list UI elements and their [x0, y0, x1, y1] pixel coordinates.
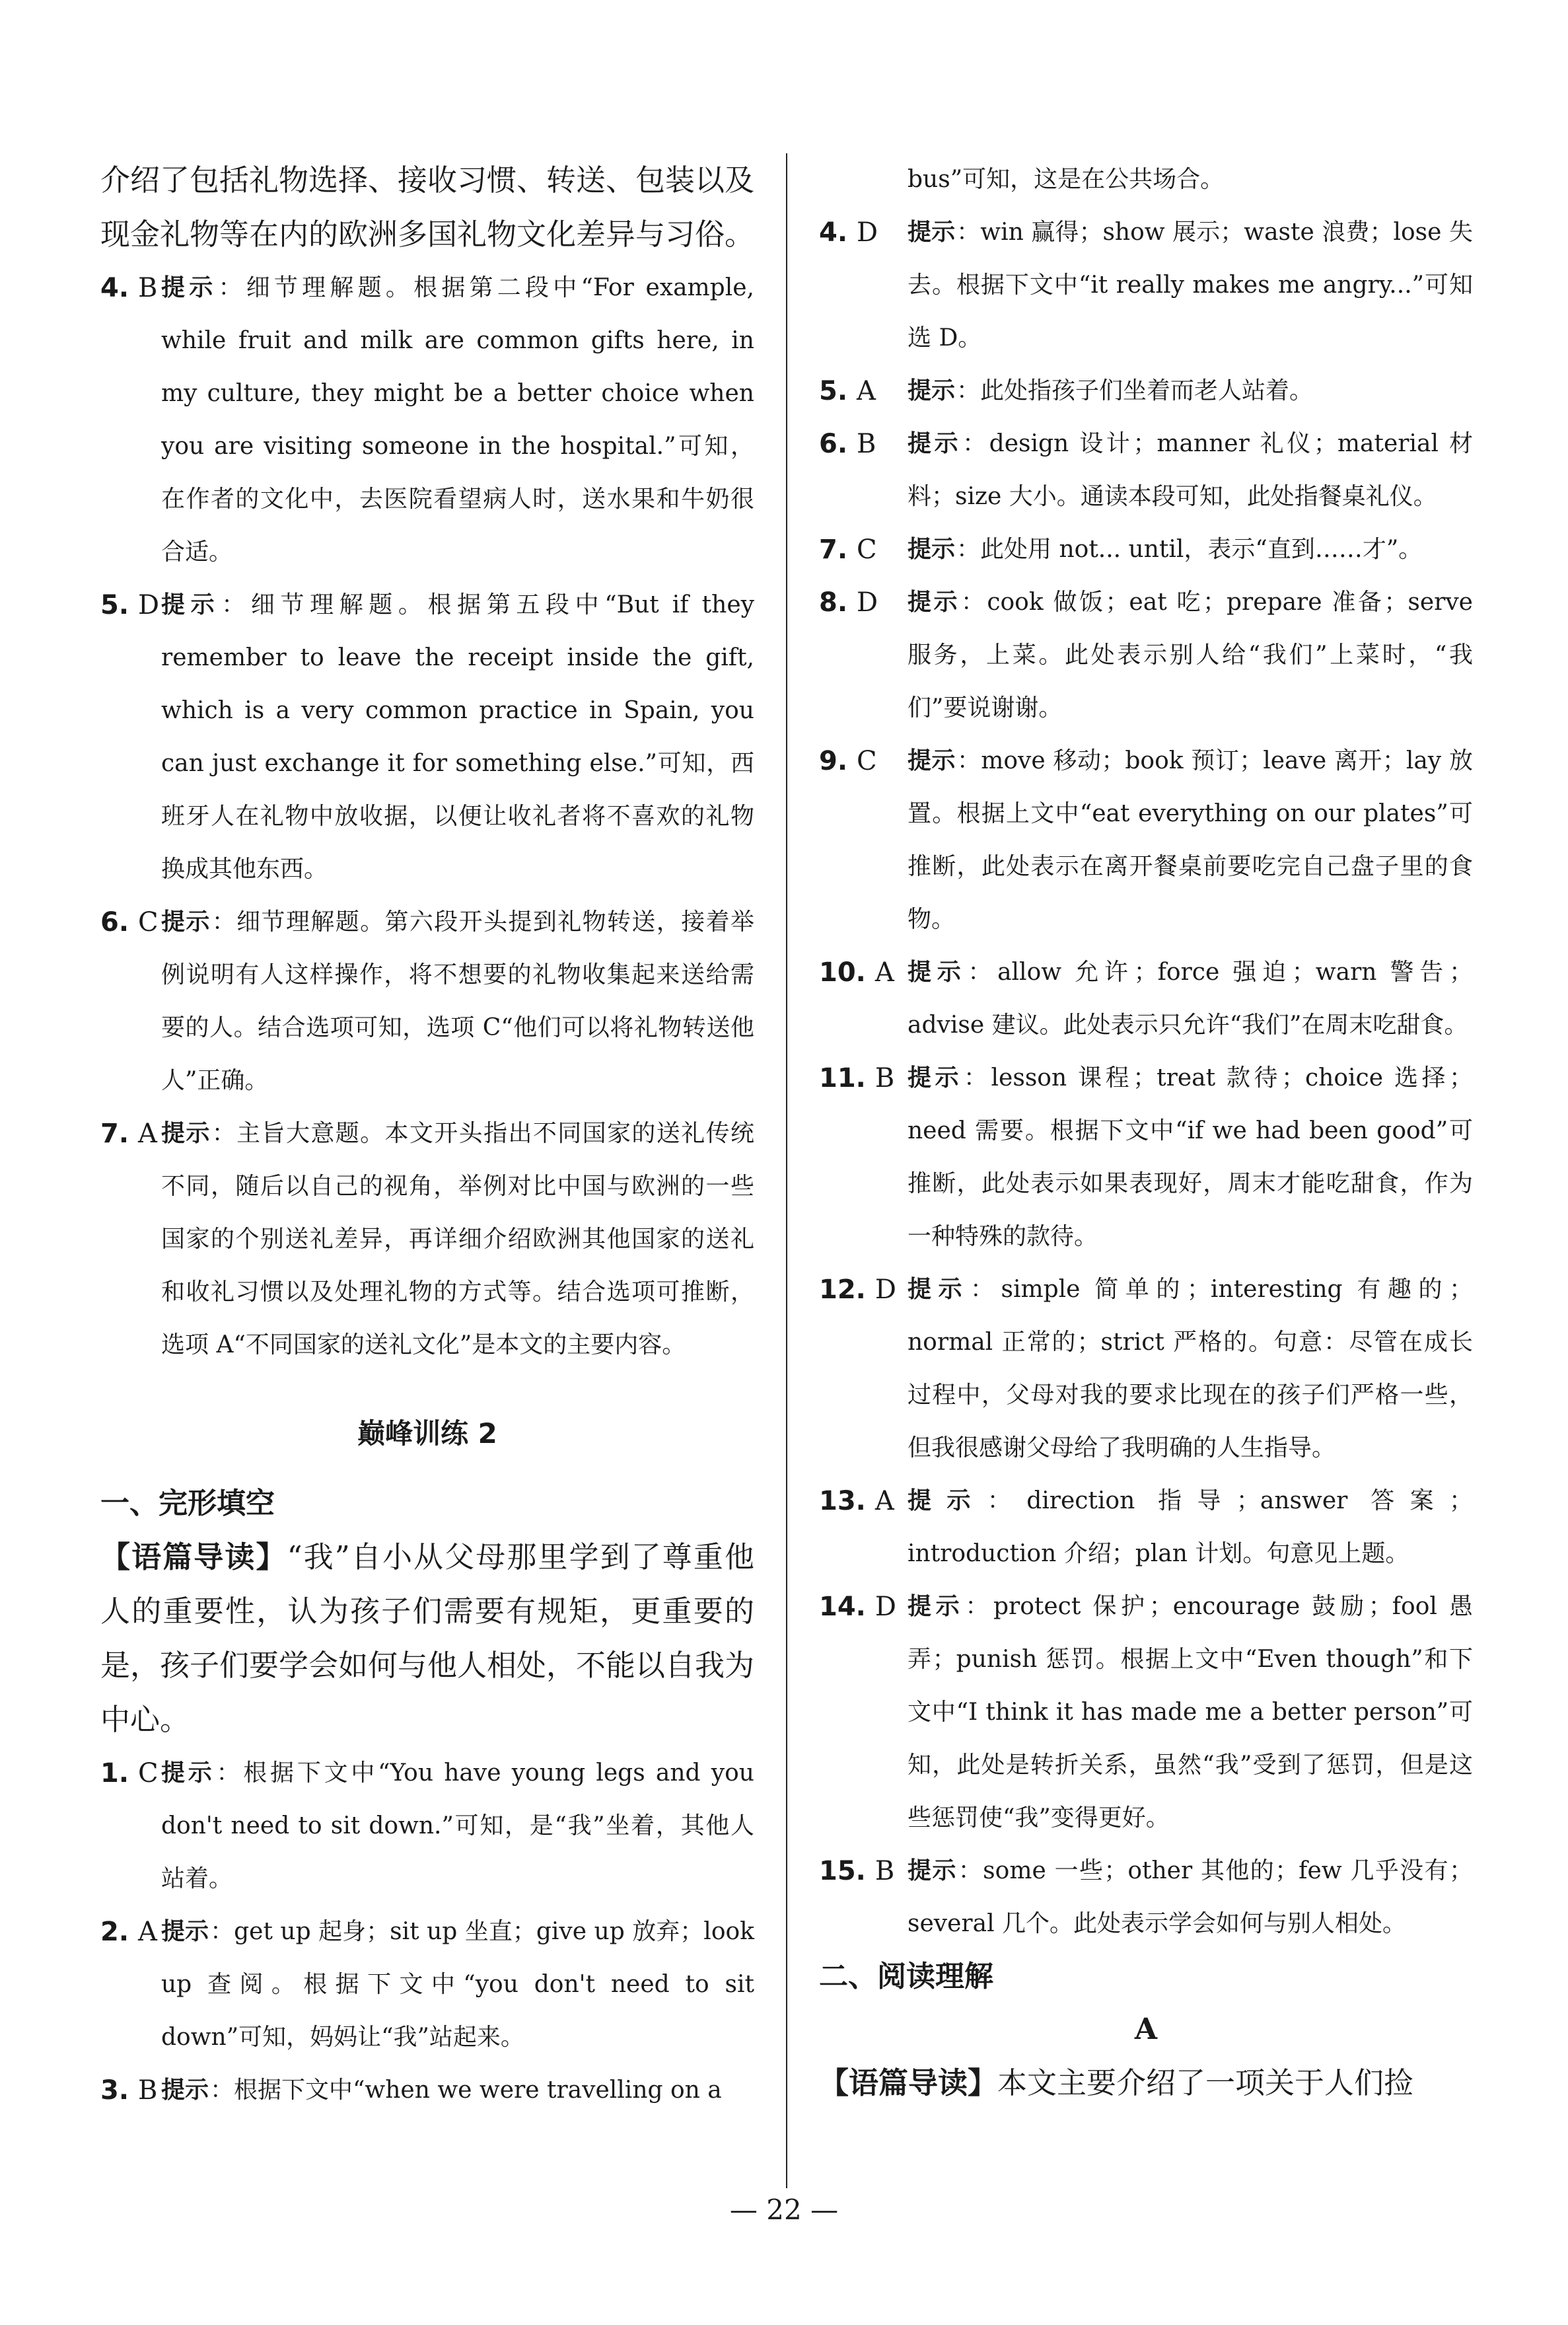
answer-letter: D: [857, 587, 878, 618]
answer-explanation: ：design 设计；manner 礼仪；material 材料；size 大小。通读本段可知，此处指餐桌礼仪。: [908, 430, 1473, 510]
answer-letter: C: [138, 1758, 159, 1789]
hint-label: 提示: [908, 1064, 963, 1091]
hint-label: 提示: [908, 1857, 957, 1884]
answer-number: 12.: [819, 1274, 866, 1305]
answer-item: [100, 2064, 754, 2117]
hint-label: 提示: [908, 589, 960, 616]
answer-item: [819, 523, 1473, 576]
answer-letter: C: [857, 746, 877, 776]
guide-tag: 【语篇导读】: [100, 1539, 287, 1574]
answer-item: [819, 1475, 1473, 1580]
answer-letter: C: [857, 535, 877, 565]
hint-label: 提示: [908, 1276, 969, 1303]
answer-number: 14.: [819, 1592, 866, 1622]
right-column: [819, 153, 1473, 2110]
answer-explanation: ：win 赢得；show 展示；waste 浪费；lose 失去。根据下文中“it really makes me angry...”可知选 D。: [908, 219, 1473, 351]
answer-explanation: ：此处用 not... until，表示“直到……才”。: [956, 536, 1423, 563]
passage-guide-reading: [819, 2056, 1473, 2110]
answer-item: [819, 365, 1473, 418]
answer-explanation: ：主旨大意题。本文开头指出不同国家的送礼传统不同，随后以自己的视角，举例对比中国与欧洲的一些国家的个别送礼差异，再详细介绍欧洲其他国家的送礼和收礼习惯以及处理礼物的方式等。结合选项可推断，选项 A“不同国家的送礼文化”是本文的主要内容。: [161, 1120, 754, 1358]
answer-explanation: ：lesson 课程；treat 款待；choice 选择；need 需要。根据下文中“if we had been good”可推断，此处表示如果表现好，周末才能吃甜食，作为一种特殊的款待。: [908, 1064, 1473, 1250]
answer-letter: A: [138, 1917, 157, 1947]
hint-label: 提示: [161, 274, 217, 301]
answer-number: 7.: [819, 535, 848, 565]
answer-explanation: ：细节理解题。根据第二段中“For example, while fruit and milk are common gifts here, in my culture, they might be a better choice when you are visiting someone in the hospital.”可知，在作者的文化中，去医院看望病人时，送水果和牛奶很合适。: [161, 274, 754, 566]
answer-item: [819, 1580, 1473, 1845]
answer-letter: D: [874, 1592, 896, 1622]
answer-explanation: ：some 一些；other 其他的；few 几乎没有；several 几个。此处表示学会如何与别人相处。: [908, 1857, 1473, 1937]
answer-letter: B: [138, 2075, 158, 2106]
answer-item: [819, 1263, 1473, 1475]
answer-letter: B: [138, 273, 158, 303]
answer-number: 4.: [819, 217, 848, 248]
answer-number: 1.: [100, 1758, 129, 1789]
passage-guide: [100, 1530, 754, 1747]
answer-number: 4.: [100, 273, 129, 303]
intro-continuation: 介绍了包括礼物选择、接收习惯、转送、包装以及现金礼物等在内的欧洲多国礼物文化差异与习俗。: [100, 163, 755, 252]
answer-explanation: ：根据下文中“You have young legs and you don't need to sit down.”可知，是“我”坐着，其他人站着。: [161, 1759, 754, 1892]
answer-number: 9.: [819, 746, 848, 776]
answer-letter: B: [874, 1063, 895, 1093]
answer-item: [100, 1107, 754, 1372]
answer-item: [100, 262, 754, 579]
answer-explanation: ：simple 简单的；interesting 有趣的；normal 正常的；strict 严格的。句意：尽管在成长过程中，父母对我的要求比现在的孩子们严格一些，但我很感谢父母给了我明确的人生指导。: [908, 1276, 1473, 1461]
answer-letter: B: [874, 1856, 895, 1886]
hint-label: 提示: [161, 2077, 209, 2104]
answer-letter: D: [138, 590, 160, 620]
answer-explanation: ：get up 起身；sit up 坐直；give up 放弃；look up 查阅。根据下文中“you don't need to sit down”可知，妈妈让“我”站起来。: [161, 1918, 754, 2051]
answers-group-1: [100, 262, 754, 1372]
passage-label: A: [1134, 2012, 1158, 2046]
answers-group-2: [100, 1747, 754, 2117]
answer-item: [100, 1747, 754, 1905]
answer-item: [819, 576, 1473, 735]
exercise-title: 巅峰训练 2: [357, 1417, 497, 1450]
answers-group-3: [819, 206, 1473, 1950]
answer-number: 3.: [100, 2075, 129, 2106]
hint-label: 提示: [908, 1487, 986, 1514]
answer-explanation: ：此处指孩子们坐着而老人站着。: [956, 377, 1314, 404]
guide-tag: 【语篇导读】: [819, 2065, 998, 2100]
answer-number: 6.: [100, 907, 129, 938]
answer-item: [819, 946, 1473, 1052]
answer-item: [100, 896, 754, 1107]
hint-label: 提示: [908, 1593, 964, 1620]
page-number: — 22 —: [729, 2194, 839, 2226]
answer-continuation: bus”可知，这是在公共场合。: [908, 166, 1225, 193]
answer-explanation: ：根据下文中“when we were travelling on a: [210, 2077, 722, 2104]
section-heading-reading: 二、阅读理解: [819, 1960, 993, 1993]
answer-letter: A: [874, 957, 894, 988]
answer-number: 5.: [819, 376, 848, 406]
answer-item: [819, 1845, 1473, 1950]
answer-number: 11.: [819, 1063, 866, 1093]
answer-explanation: ：protect 保护；encourage 鼓励；fool 愚弄；punish 惩罚。根据上文中“Even though”和下文中“I think it has made me a better person”可知，此处是转折关系，虽然“我”受到了惩罚，但是这些惩罚使“我”变得更好。: [908, 1593, 1473, 1831]
hint-label: 提示: [161, 1759, 215, 1787]
hint-label: 提示: [908, 377, 956, 404]
guide-text: 本文主要介绍了一项关于人们捡: [997, 2065, 1414, 2100]
answer-explanation: ：direction 指导；answer 答案；introduction 介绍；plan 计划。句意见上题。: [908, 1487, 1473, 1567]
answer-number: 8.: [819, 587, 848, 618]
answer-explanation: ：细节理解题。根据第五段中“But if they remember to leave the receipt inside the gift, which is a very common practice in Spain, you can just exchange it for something else.”可知，西班牙人在礼物中放收据，以便让收礼者将不喜欢的礼物换成其他东西。: [161, 591, 754, 883]
hint-label: 提示: [908, 430, 962, 457]
answer-letter: C: [138, 907, 159, 938]
answer-item: [100, 579, 754, 896]
answer-number: 15.: [819, 1856, 866, 1886]
column-divider: [786, 153, 787, 2188]
answer-explanation: ：cook 做饭；eat 吃；prepare 准备；serve 服务，上菜。此处表示别人给“我们”上菜时，“我们”要说谢谢。: [908, 589, 1473, 721]
hint-label: 提示: [161, 1120, 211, 1147]
answer-letter: A: [857, 376, 876, 406]
answer-item: [819, 418, 1473, 523]
answer-letter: A: [138, 1119, 157, 1149]
hint-label: 提示: [161, 591, 221, 618]
answer-letter: D: [857, 217, 878, 248]
hint-label: 提示: [161, 1918, 209, 1945]
answer-number: 7.: [100, 1119, 129, 1149]
answer-letter: B: [857, 429, 876, 459]
answer-letter: A: [874, 1486, 894, 1516]
answer-number: 5.: [100, 590, 129, 620]
hint-label: 提示: [908, 747, 956, 774]
section-heading-cloze: 一、完形填空: [100, 1487, 275, 1520]
hint-label: 提示: [908, 959, 967, 986]
hint-label: 提示: [908, 219, 956, 246]
answer-number: 2.: [100, 1917, 129, 1947]
answer-explanation: ：细节理解题。第六段开头提到礼物转送，接着举例说明有人这样操作，将不想要的礼物收集起来送给需要的人。结合选项可知，选项 C“他们可以将礼物转送他人”正确。: [161, 908, 754, 1094]
answer-explanation: ：move 移动；book 预订；leave 离开；lay 放置。根据上文中“eat everything on our plates”可推断，此处表示在离开餐桌前要吃完自己盘子里的食物。: [908, 747, 1473, 933]
hint-label: 提示: [161, 908, 211, 936]
answer-number: 6.: [819, 429, 848, 459]
left-column: [100, 153, 754, 2117]
answer-item: [819, 1052, 1473, 1263]
answer-explanation: ：allow 允许；force 强迫；warn 警告；advise 建议。此处表示只允许“我们”在周末吃甜食。: [908, 959, 1473, 1039]
guide-text: “我”自小从父母那里学到了尊重他人的重要性，认为孩子们需要有规矩，更重要的是，孩子们要学会如何与他人相处，不能以自我为中心。: [100, 1539, 755, 1737]
answer-number: 10.: [819, 957, 866, 988]
answer-letter: D: [874, 1274, 896, 1305]
hint-label: 提示: [908, 536, 956, 563]
answer-item: [819, 735, 1473, 946]
answer-number: 13.: [819, 1486, 866, 1516]
answer-item: [819, 206, 1473, 365]
answer-item: [100, 1905, 754, 2064]
